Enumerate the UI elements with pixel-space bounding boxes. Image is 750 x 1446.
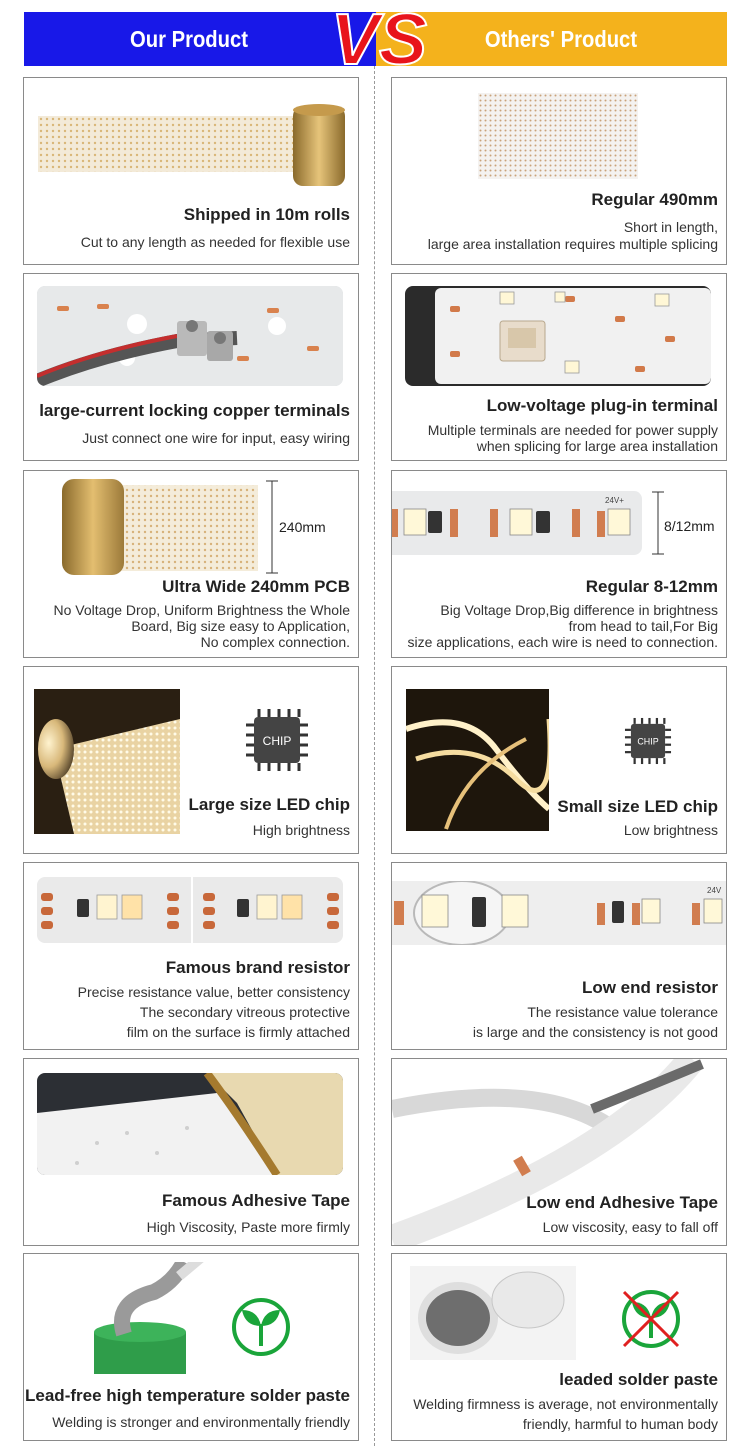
panel-our-adhesive xyxy=(23,1058,359,1246)
desc-line: Just connect one wire for input, easy wiring xyxy=(82,430,350,446)
panel-our-large-chip xyxy=(23,666,359,854)
chip-label: CHIP xyxy=(262,734,292,748)
title: Famous brand resistor xyxy=(165,958,350,977)
title: Ultra Wide 240mm PCB xyxy=(162,577,350,596)
title: large-current locking copper terminals xyxy=(39,401,350,420)
panel-our-wide-pcb xyxy=(23,470,359,658)
desc-line: No Voltage Drop, Uniform Brightness the Whole xyxy=(53,602,350,618)
our-product-label: Our Product xyxy=(129,26,249,52)
copper-terminal-image xyxy=(37,286,343,386)
desc-line: large area installation requires multiple splicing xyxy=(427,236,718,252)
pcb-voltage-label: 24V xyxy=(707,886,722,895)
desc-line: Big Voltage Drop,Big difference in brightness xyxy=(440,602,718,618)
pcb-voltage-label: 24V+ xyxy=(605,496,624,505)
panel-others-490mm xyxy=(391,77,727,265)
desc-line: Welding is stronger and environmentally friendly xyxy=(52,1414,350,1430)
panel-others-resistor xyxy=(391,862,727,1050)
title: Low-voltage plug-in terminal xyxy=(486,396,718,415)
panel-others-adhesive xyxy=(391,1058,727,1246)
desc-line: when splicing for large area installation xyxy=(476,438,718,454)
low-end-resistor-image xyxy=(392,881,727,945)
panel-our-rolls xyxy=(23,77,359,265)
vs-logo xyxy=(324,2,434,76)
plug-in-terminal-image xyxy=(405,286,711,386)
desc-line: The secondary vitreous protective xyxy=(139,1004,350,1020)
title: Low end resistor xyxy=(581,978,718,997)
desc-line: from head to tail,For Big xyxy=(568,618,718,634)
desc-line: size applications, each wire is need to connection. xyxy=(407,634,718,650)
desc-line: The resistance value tolerance xyxy=(527,1004,718,1020)
leaded-paste-image xyxy=(410,1266,576,1360)
chip-icon xyxy=(242,705,312,775)
desc-line: Low brightness xyxy=(623,822,718,838)
others-product-label: Others' Product xyxy=(484,26,638,52)
title: Small size LED chip xyxy=(557,797,718,816)
panel-others-plug-in xyxy=(391,273,727,461)
desc-line: Board, Big size easy to Application, xyxy=(131,618,350,634)
center-divider xyxy=(374,66,375,1446)
panel-others-solder xyxy=(391,1253,727,1441)
title: Low end Adhesive Tape xyxy=(526,1193,718,1212)
desc-line: High brightness xyxy=(252,822,350,838)
desc-line: is large and the consistency is not good xyxy=(472,1024,718,1040)
panel-our-resistor xyxy=(23,862,359,1050)
brand-resistor-image xyxy=(37,877,343,943)
dimension-label: 8/12mm xyxy=(664,518,715,534)
panel-our-terminals xyxy=(23,273,359,461)
title: leaded solder paste xyxy=(559,1370,718,1389)
not-eco-icon xyxy=(620,1288,682,1350)
desc-line: Low viscosity, easy to fall off xyxy=(542,1219,718,1235)
title: Lead-free high temperature solder paste xyxy=(25,1386,350,1405)
title: Large size LED chip xyxy=(188,795,350,814)
desc-line: film on the surface is firmly attached xyxy=(126,1024,350,1040)
narrow-pcb-image xyxy=(392,491,642,555)
desc-line: Cut to any length as needed for flexible use xyxy=(80,234,350,250)
led-roll-image xyxy=(38,98,348,188)
title: Shipped in 10m rolls xyxy=(183,205,350,224)
eco-leaf-icon xyxy=(230,1296,292,1358)
desc-line: Welding firmness is average, not environmentally xyxy=(413,1396,718,1412)
comparison-header xyxy=(24,2,727,76)
bright-led-roll-image xyxy=(34,689,180,834)
vs-text: VS xyxy=(330,2,428,76)
chip-icon xyxy=(622,715,674,767)
desc-line: No complex connection. xyxy=(200,634,350,650)
adhesive-tape-image xyxy=(37,1073,343,1175)
desc-line: Multiple terminals are needed for power supply xyxy=(427,422,718,438)
desc-line: friendly, harmful to human body xyxy=(522,1416,718,1432)
title: Regular 8-12mm xyxy=(585,577,718,596)
dimension-label: 240mm xyxy=(279,519,326,535)
desc-line: Precise resistance value, better consistency xyxy=(77,984,350,1000)
desc-line: High Viscosity, Paste more firmly xyxy=(146,1219,350,1235)
wide-pcb-roll-image xyxy=(58,475,258,577)
panel-our-solder xyxy=(23,1253,359,1441)
panel-others-small-chip xyxy=(391,666,727,854)
title: Regular 490mm xyxy=(591,190,718,209)
chip-label: CHIP xyxy=(637,736,659,747)
low-end-tape-image xyxy=(392,1059,727,1245)
panel-others-narrow-pcb xyxy=(391,470,727,658)
lead-free-paste-image xyxy=(84,1262,204,1374)
desc-line: Short in length, xyxy=(623,219,718,235)
short-led-panel-image xyxy=(478,93,638,179)
title: Famous Adhesive Tape xyxy=(162,1191,350,1210)
cob-strip-image xyxy=(406,689,549,831)
